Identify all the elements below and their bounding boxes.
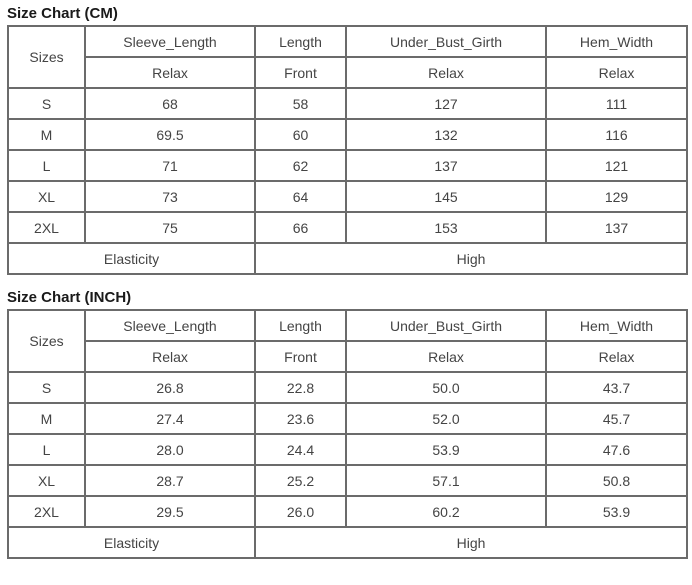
column-subheader: Relax <box>85 57 255 88</box>
value-cell: 60 <box>255 119 346 150</box>
elasticity-label: Elasticity <box>8 527 255 558</box>
column-header: Length <box>255 310 346 341</box>
column-subheader: Relax <box>346 341 546 372</box>
value-cell: 24.4 <box>255 434 346 465</box>
table-row <box>8 465 687 496</box>
header-row <box>8 26 687 57</box>
value-cell: 121 <box>546 150 687 181</box>
value-cell: 137 <box>346 150 546 181</box>
value-cell: 71 <box>85 150 255 181</box>
value-cell: 29.5 <box>85 496 255 527</box>
subheader-row <box>8 341 687 372</box>
column-header: Under_Bust_Girth <box>346 310 546 341</box>
value-cell: 145 <box>346 181 546 212</box>
value-cell: 50.8 <box>546 465 687 496</box>
table-row <box>8 181 687 212</box>
table-row <box>8 212 687 243</box>
value-cell: 60.2 <box>346 496 546 527</box>
column-header: Sleeve_Length <box>85 310 255 341</box>
column-subheader: Relax <box>85 341 255 372</box>
column-header: Under_Bust_Girth <box>346 26 546 57</box>
column-subheader: Relax <box>546 341 687 372</box>
size-cell: S <box>8 88 85 119</box>
elasticity-row <box>8 243 687 274</box>
header-row <box>8 310 687 341</box>
column-header: Hem_Width <box>546 310 687 341</box>
size-chart-inch-table <box>7 309 688 559</box>
table-row <box>8 150 687 181</box>
value-cell: 132 <box>346 119 546 150</box>
value-cell: 75 <box>85 212 255 243</box>
table-row <box>8 372 687 403</box>
value-cell: 47.6 <box>546 434 687 465</box>
size-chart-cm-table <box>7 25 688 275</box>
value-cell: 57.1 <box>346 465 546 496</box>
value-cell: 26.8 <box>85 372 255 403</box>
value-cell: 26.0 <box>255 496 346 527</box>
size-chart-inch-title: Size Chart (INCH) <box>7 289 132 306</box>
value-cell: 28.7 <box>85 465 255 496</box>
size-cell: M <box>8 119 85 150</box>
size-cell: XL <box>8 465 85 496</box>
value-cell: 45.7 <box>546 403 687 434</box>
table-row <box>8 403 687 434</box>
value-cell: 66 <box>255 212 346 243</box>
elasticity-value: High <box>255 527 687 558</box>
value-cell: 25.2 <box>255 465 346 496</box>
value-cell: 23.6 <box>255 403 346 434</box>
table-row <box>8 88 687 119</box>
value-cell: 127 <box>346 88 546 119</box>
sizes-header: Sizes <box>8 310 85 372</box>
size-cell: L <box>8 434 85 465</box>
column-subheader: Relax <box>346 57 546 88</box>
value-cell: 116 <box>546 119 687 150</box>
value-cell: 73 <box>85 181 255 212</box>
table-row <box>8 119 687 150</box>
value-cell: 50.0 <box>346 372 546 403</box>
elasticity-label: Elasticity <box>8 243 255 274</box>
value-cell: 28.0 <box>85 434 255 465</box>
column-subheader: Front <box>255 341 346 372</box>
value-cell: 52.0 <box>346 403 546 434</box>
value-cell: 62 <box>255 150 346 181</box>
size-chart-cm-title: Size Chart (CM) <box>7 5 118 22</box>
column-header: Sleeve_Length <box>85 26 255 57</box>
value-cell: 53.9 <box>346 434 546 465</box>
value-cell: 53.9 <box>546 496 687 527</box>
value-cell: 27.4 <box>85 403 255 434</box>
elasticity-value: High <box>255 243 687 274</box>
value-cell: 153 <box>346 212 546 243</box>
table-row <box>8 496 687 527</box>
size-cell: S <box>8 372 85 403</box>
value-cell: 43.7 <box>546 372 687 403</box>
value-cell: 111 <box>546 88 687 119</box>
size-cell: M <box>8 403 85 434</box>
column-header: Length <box>255 26 346 57</box>
sizes-header: Sizes <box>8 26 85 88</box>
column-subheader: Relax <box>546 57 687 88</box>
size-cell: 2XL <box>8 212 85 243</box>
column-subheader: Front <box>255 57 346 88</box>
value-cell: 69.5 <box>85 119 255 150</box>
size-cell: 2XL <box>8 496 85 527</box>
subheader-row <box>8 57 687 88</box>
value-cell: 129 <box>546 181 687 212</box>
column-header: Hem_Width <box>546 26 687 57</box>
size-cell: XL <box>8 181 85 212</box>
value-cell: 137 <box>546 212 687 243</box>
value-cell: 64 <box>255 181 346 212</box>
elasticity-row <box>8 527 687 558</box>
size-cell: L <box>8 150 85 181</box>
value-cell: 22.8 <box>255 372 346 403</box>
value-cell: 58 <box>255 88 346 119</box>
value-cell: 68 <box>85 88 255 119</box>
table-row <box>8 434 687 465</box>
